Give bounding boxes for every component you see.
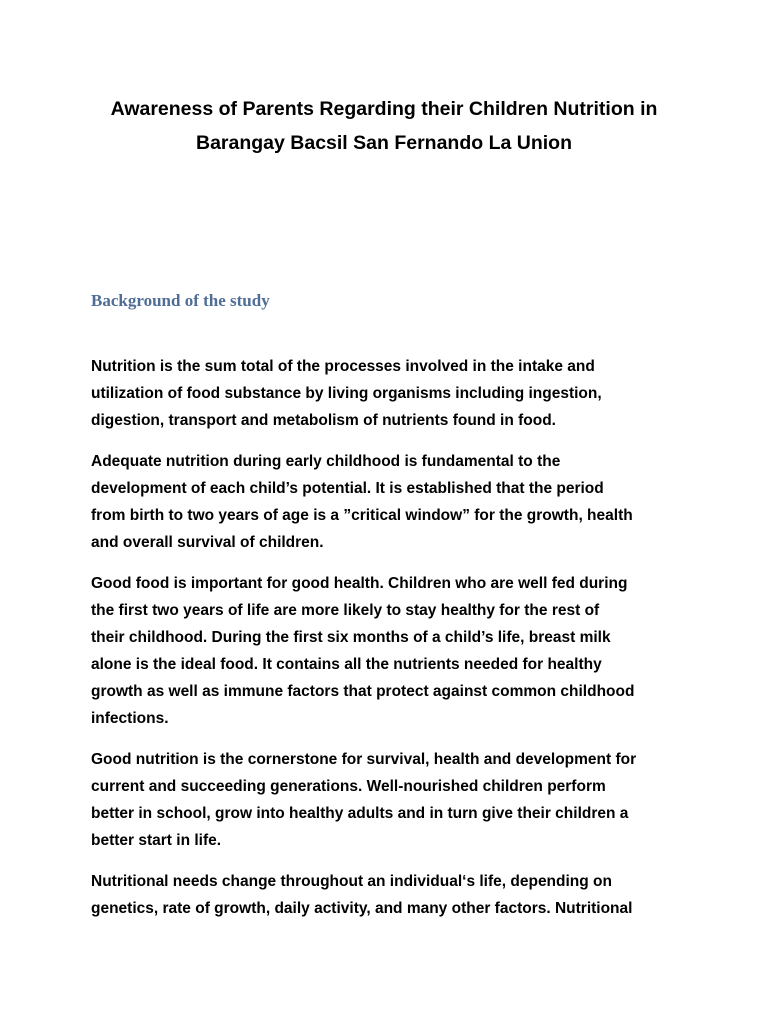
paragraph-nutrition-definition: Nutrition is the sum total of the processes involved in the intake and utilization of food substance by living organisms including ingestion, digestion, transport and metabolism of nutrients found in food. bbox=[91, 358, 602, 429]
document-title: Awareness of Parents Regarding their Children Nutrition in Barangay Bacsil San Fernando La Union bbox=[110, 98, 658, 154]
paragraph-good-food: Good food is important for good health. Children who are well fed during the first two years of life are more likely to stay healthy for the rest of their childhood. During the first six months of a child’s life, breast milk alone is the ideal food. It contains all the nutrients needed for healthy growth as well as immune factors that protect against common childhood infections. bbox=[91, 575, 635, 727]
paragraph-nutritional-needs: Nutritional needs change throughout an individual‘s life, depending on genetics, rate of growth, daily activity, and many other factors. Nutritional bbox=[91, 873, 633, 917]
paragraph-early-childhood: Adequate nutrition during early childhood is fundamental to the development of each child’s potential. It is established that the period from birth to two years of age is a ”critical window” for the growth, health and overall survival of children. bbox=[91, 453, 633, 551]
paragraph-good-nutrition: Good nutrition is the cornerstone for survival, health and development for current and succeeding generations. Well-nourished children perform better in school, grow into healthy adults and in turn give their children a better start in life. bbox=[91, 751, 637, 849]
section-heading: Background of the study bbox=[91, 291, 270, 310]
